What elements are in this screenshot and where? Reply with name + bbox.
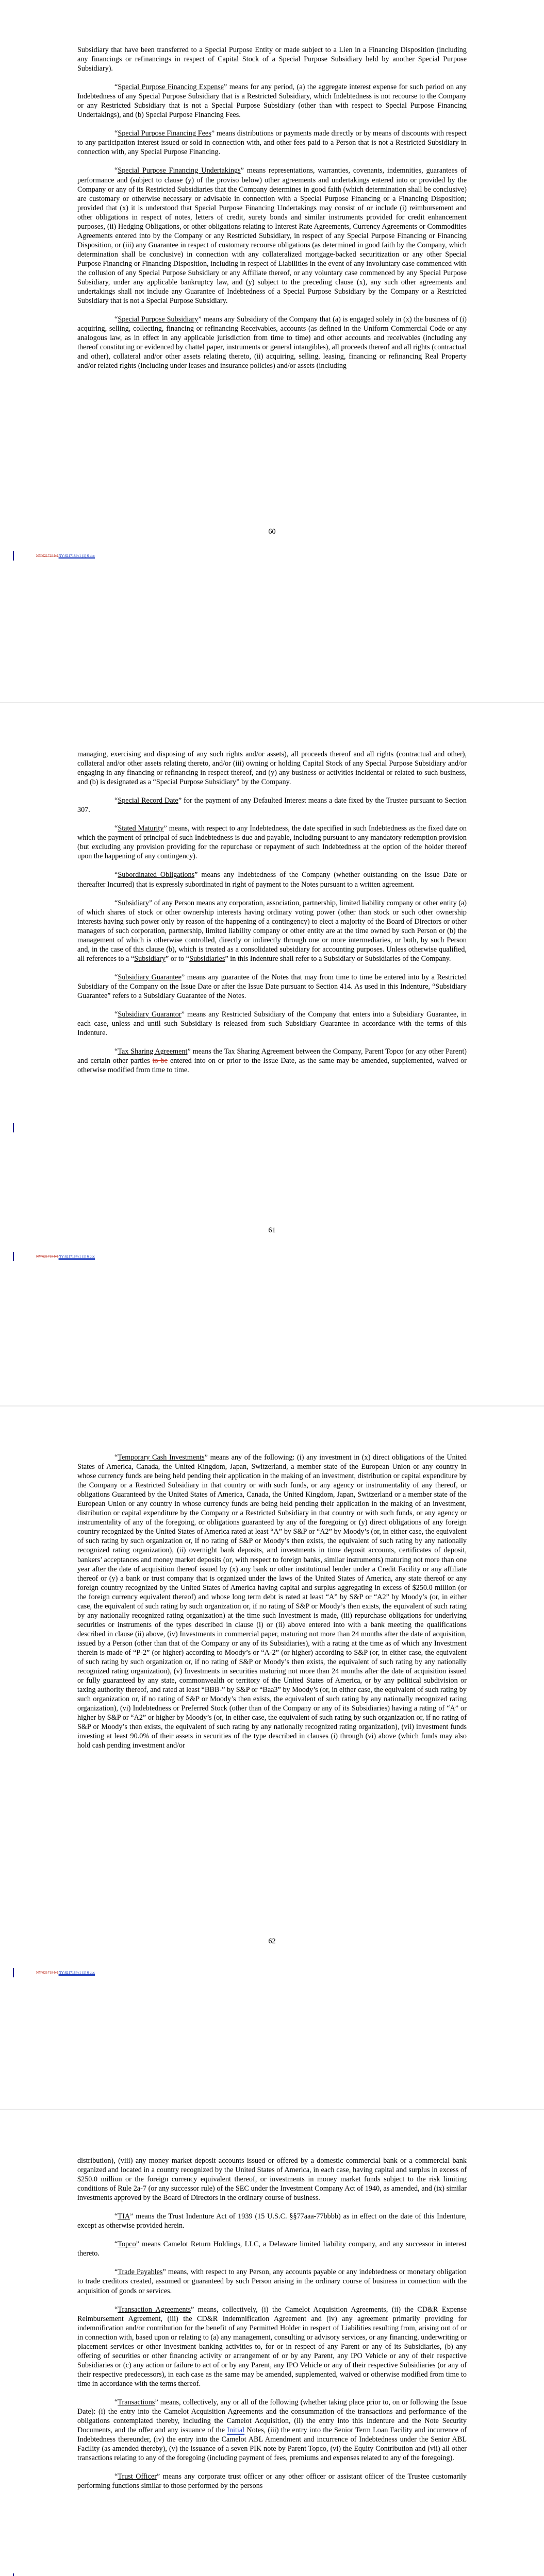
definition-paragraph: “Subsidiary” of any Person means any corporation, association, partnership, limited liability company or other entity (a) of which shares of stock or other ownership interests having ordinary voting power (other than stock or such other ownership interests having such power only by reason of the happening of a contingency) to elect a majority of the Board of Directors or other managers of such corporation, partnership, limited liability company or other entity are at the time owned by such Person or (b) the management of which is otherwise controlled, directly or indirectly through one or more intermediaries, or both, by such Person and, in the case of this clause (b), which is treated as a consolidated subsidiary for accounting purposes. Unless otherwise qualified, all references to a “Subsidiary” or to “Subsidiaries” in this Indenture shall refer to a Subsidiary or Subsidiaries of the Company.	[77, 899, 467, 963]
paragraph	[77, 2156, 467, 2202]
definition-text: means, with respect to any Indebtedness, the date specified in such Indebtedness as the fixed date on which the payment of principal of such Indebtedness is due and payable, including pursuant to any mandatory redemption provision (but excluding any provision providing for the repurchase or repayment of such Indebtedness at the option of the holder thereof upon the happening of any contingency).	[77, 824, 467, 861]
footer-deleted-id: NY\6217184v1	[36, 554, 59, 558]
defined-term: Subsidiary Guarantee	[118, 973, 182, 981]
document-page-2	[0, 703, 544, 1405]
defined-term: Special Purpose Financing Expense	[118, 83, 224, 92]
definition-text: means, collectively, (i) the Camelot Acquisition Agreements, (ii) the CD&R Expense Reimbursement Agreement, (iii) the CD&R Indemnification Agreement and (iv) any agreement primarily providing for indemnification and/or contribution for the benefit of any Permitted Holder in respect of Liabilities resulting from, arising out of or in connection with, based upon or relating to (a) any management, consulting or advisory services, or any financing, underwriting or placement services or other investment banking activities to, for or in respect of any Parent or any of its Subsidiaries, (b) any offering of securities or other financing activity or arrangement of or by any Parent, any IPO Vehicle or any of their respective Subsidiaries or (c) any action or failure to act of or by any Parent, any IPO Vehicle or any of their respective Subsidiaries (or any of their respective predecessors), in each case as the same may be amended, supplemented, waived or otherwise modified from time to time in accordance with the terms thereof.	[77, 2305, 467, 2388]
document-page-3	[0, 1406, 544, 2109]
definition-paragraph: “Transaction Agreements” means, collectively, (i) the Camelot Acquisition Agreements, (ii) the CD&R Expense Reimbursement Agreement, (iii) the CD&R Indemnification Agreement and (iv) any agreement primarily providing for indemnification and/or contribution for the benefit of any Permitted Holder in respect of Liabilities resulting from, arising out of or in connection with, based upon or relating to (a) any management, consulting or advisory services, or any financing, underwriting or placement services or other investment banking activities to, for or in respect of any Parent or any of its Subsidiaries, (b) any offering of securities or other financing activity or arrangement of or by any Parent, any IPO Vehicle or any of their respective Subsidiaries or (c) any action or failure to act of or by any Parent, any IPO Vehicle or any of their respective Subsidiaries (or any of their respective predecessors), in each case as the same may be amended, supplemented, waived or otherwise modified from time to time in accordance with the terms thereof.	[77, 2305, 467, 2388]
inserted-text: Initial	[227, 2426, 245, 2435]
definition-text: ” or to “	[165, 954, 190, 963]
footer-inserted-id: NY\6217184v1 (1) 6 doc	[58, 1971, 95, 1975]
definition-paragraph: “Subsidiary Guarantee” means any guarantee of the Notes that may from time to time be entered into by a Restricted Subsidiary of the Company on the Issue Date or after the Issue Date pursuant to Section 414. As used in this Indenture, “Subsidiary Guarantee” refers to a Subsidiary Guarantee of the Notes.	[77, 973, 467, 1000]
defined-term: TIA	[118, 2212, 130, 2221]
defined-term: Subsidiary Guarantor	[118, 1010, 182, 1019]
definition-text: means any corporate trust officer or any other officer or assistant officer of the Trustee customarily performing functions similar to those performed by the persons	[77, 2472, 467, 2490]
document-footer	[36, 1971, 95, 1975]
definition-text: means any Subsidiary of the Company that (a) is engaged solely in (x) the business of (i) acquiring, selling, collecting, financing or refinancing Receivables, accounts (as defined in the Uniform Commercial Code or any analogous law, as in effect in any applicable jurisdiction from time to time) and other accounts and receivables (including any thereof constituting or evidenced by chattel paper, instruments or general intangibles), all proceeds thereof and all rights (contractual and other), collateral and/or other assets relating thereto, (ii) acquiring, selling, leasing, financing or refinancing Real Property and/or related rights (including under leases and insurance policies) and/or assets (including	[77, 315, 467, 370]
definition-text: means any Indebtedness of the Company (whether outstanding on the Issue Date or thereafter Incurred) that is expressly subordinated in right of payment to the Notes pursuant to a written agreement.	[77, 871, 467, 889]
defined-term: Subsidiary	[134, 954, 166, 963]
defined-term: Subsidiary	[118, 899, 150, 907]
footer-deleted-id: NY\6217184v1	[36, 1255, 59, 1259]
definition-paragraph: “Tax Sharing Agreement” means the Tax Sharing Agreement between the Company, Parent Topco (or any other Parent) and certain other parties to be entered into on or prior to the Issue Date, as the same may be amended, supplemented, waived or otherwise modified from time to time.	[77, 1047, 467, 1075]
definition-paragraph: “Topco” means Camelot Return Holdings, LLC, a Delaware limited liability company, and any successor in interest thereto.	[77, 2240, 467, 2258]
defined-term: Special Purpose Financing Undertakings	[118, 166, 241, 175]
defined-term: Trust Officer	[118, 2472, 157, 2481]
definition-text: ” in this Indenture shall refer to a Subsidiary or Subsidiaries of the Company.	[225, 954, 451, 963]
paragraph-text: managing, exercising and disposing of any such rights and/or assets), all proceeds thereof and all rights (contractual and other), collateral and/or other assets relating thereto, and/or (iii) owning or holding Capital Stock of any Special Purpose Subsidiary and/or engaging in any financing or refinancing in respect thereof, and (y) any business or activities incidental or related to such business, and (b) is designated as a “Special Purpose Subsidiary” by the Company.	[77, 750, 467, 787]
definition-paragraph: “Special Record Date” for the payment of any Defaulted Interest means a date fixed by the Trustee pursuant to Section 307.	[77, 796, 467, 815]
definition-text: Notes, (iii) the entry into the Senior Term Loan Facility and incurrence of Indebtedness thereunder, (iv) the entry into the Camelot ABL Amendment and incurrence of Indebtedness under the Senior ABL Facility (as amended thereby), (v) the issuance of a seven PIK note by Parent Topco, (vi) the Equity Contribution and (vii) all other transactions relating to any of the foregoing (including payment of fees, premiums and expenses related to any of the foregoing).	[77, 2426, 467, 2463]
footer-deleted-id: NY\6217184v1	[36, 1971, 59, 1975]
paragraph-text: Subsidiary that have been transferred to a Special Purpose Entity or made subject to a Lien in a Financing Disposition (including any financings or refinancings in respect of Capital Stock of a Special Purpose Subsidiary held by another Special Purpose Subsidiary).	[77, 46, 467, 73]
defined-term: Transaction Agreements	[118, 2305, 191, 2314]
paragraph	[77, 45, 467, 73]
change-bar	[13, 1252, 14, 1261]
page-body	[77, 45, 467, 380]
defined-term: Special Record Date	[118, 796, 178, 805]
defined-term: Tax Sharing Agreement	[118, 1047, 188, 1056]
defined-term: Topco	[118, 2240, 136, 2249]
definition-paragraph: “Special Purpose Financing Expense” means for any period, (a) the aggregate interest expense for such period on any Indebtedness of any Special Purpose Subsidiary that is a Restricted Subsidiary, which Indebtedness is not recourse to the Company or any Restricted Subsidiary that is not a Special Purpose Subsidiary (other than with respect to Special Purpose Financing Undertakings), and (b) Special Purpose Financing Fees.	[77, 83, 467, 120]
definition-paragraph: “Trust Officer” means any corporate trust officer or any other officer or assistant officer of the Trustee customarily performing functions similar to those performed by the persons	[77, 2472, 467, 2490]
definition-paragraph: “Special Purpose Subsidiary” means any Subsidiary of the Company that (a) is engaged solely in (x) the business of (i) acquiring, selling, collecting, financing or refinancing Receivables, accounts (as defined in the Uniform Commercial Code or any analogous law, as in effect in any applicable jurisdiction from time to time) and other accounts and receivables (including any thereof constituting or evidenced by chattel paper, instruments or general intangibles), all proceeds thereof and all rights (contractual and other), collateral and/or other assets relating thereto, (ii) acquiring, selling, leasing, financing or refinancing Real Property and/or related rights (including under leases and insurance policies) and/or assets (including	[77, 315, 467, 370]
defined-term: Special Purpose Financing Fees	[118, 129, 211, 138]
definition-paragraph: “Temporary Cash Investments” means any of the following: (i) any investment in (x) direct obligations of the United States of America, Canada, the United Kingdom, Japan, Switzerland, a member state of the European Union or any country in whose currency funds are being held pending their application in the making of an investment, distribution or capital expenditure by the Company or a Restricted Subsidiary in that country or with such funds, or any agency or instrumentality of any thereof, or obligations Guaranteed by the United States of America, Canada, the United Kingdom, Japan, Switzerland or a member state of the European Union or any country in whose currency funds are being held pending their application in the making of an investment, distribution or capital expenditure by the Company or a Restricted Subsidiary in that country or with such funds, or any agency or instrumentality of any of the foregoing, or obligations guaranteed by any of the foregoing or (y) direct obligations of any foreign country recognized by the United States of America rated at least “A” by S&P or “A2” by Moody’s (or, in either case, the equivalent of such rating by such organization or, if no rating of S&P or Moody’s then exists, the equivalent of such rating by any nationally recognized rating organization), (ii) overnight bank deposits, and investments in time deposit accounts, certificates of deposit, bankers’ acceptances and money market deposits (or, with respect to foreign banks, similar instruments) maturing not more than one year after the date of acquisition thereof issued by (x) any bank or other institutional lender under a Credit Facility or any affiliate thereof or (y) a bank or trust company that is organized under the laws of the United States of America, any state thereof or any foreign country recognized by the United States of America having capital and surplus aggregating in excess of $250.0 million (or the foreign currency equivalent thereof) and whose long term debt is rated at least “A” by S&P or “A2” by Moody’s (or, in either case, the equivalent of such rating by such organization or, if no rating of S&P or Moody’s then exists, the equivalent of such rating by any nationally recognized rating organization) at the time such Investment is made, (iii) repurchase obligations for underlying securities or instruments of the types described in clause (i) or (ii) above entered into with a bank meeting the qualifications described in clause (ii) above, (iv) Investments in commercial paper, maturing not more than 24 months after the date of acquisition, issued by a Person (other than that of the Company or any of its Subsidiaries), with a rating at the time as of which any Investment therein is made of “P-2” (or higher) according to Moody’s or “A-2” (or higher) according to S&P (or, in either case, the equivalent of such rating by such organization or, if no rating of S&P or Moody’s then exists, the equivalent of such rating by any nationally recognized rating organization), (v) Investments in securities maturing not more than 24 months after the date of acquisition issued or fully guaranteed by any state, commonwealth or territory of the United States of America, or by any political subdivision or taxing authority thereof, and rated at least “BBB-” by S&P or “Baa3” by Moody’s (or, in either case, the equivalent of such rating by such organization or, if no rating of S&P or Moody’s then exists, the equivalent of such rating by any nationally recognized rating organization), (vi) Indebtedness or Preferred Stock (other than of the Company or any of its Subsidiaries) having a rating of “A” or higher by S&P or “A2” or higher by Moody’s (or, in either case, the equivalent of such rating by such organization or, if no rating of S&P or Moody’s then exists, the equivalent of such rating by any nationally recognized rating organization), (vii) investment funds investing at least 90.0% of their assets in securities of the type described in clauses (i) through (vi) above (which funds may also hold cash pending investment and/or	[77, 1453, 467, 1750]
definition-paragraph: “Subsidiary Guarantor” means any Restricted Subsidiary of the Company that enters into a Subsidiary Guarantee, in each case, unless and until such Subsidiary is released from such Subsidiary Guarantee in accordance with the terms of this Indenture.	[77, 1010, 467, 1038]
definition-text: means the Tax Sharing Agreement between the Company, Parent Topco (or any other Parent) and certain other parties	[77, 1047, 467, 1065]
defined-term: Subsidiaries	[189, 954, 225, 963]
definition-text: means any of the following: (i) any investment in (x) direct obligations of the United States of America, Canada, the United Kingdom, Japan, Switzerland, a member state of the European Union or any country in whose currency funds are being held pending their application in the making of an investment, distribution or capital expenditure by the Company or a Restricted Subsidiary in that country or with such funds, or any agency or instrumentality of any thereof, or obligations Guaranteed by the United States of America, Canada, the United Kingdom, Japan, Switzerland or a member state of the European Union or any country in whose currency funds are being held pending their application in the making of an investment, distribution or capital expenditure by the Company or a Restricted Subsidiary in that country or with such funds, or any agency or instrumentality of any of the foregoing, or obligations guaranteed by any of the foregoing or (y) direct obligations of any foreign country recognized by the United States of America rated at least “A” by S&P or “A2” by Moody’s (or, in either case, the equivalent of such rating by such organization or, if no rating of S&P or Moody’s then exists, the equivalent of such rating by any nationally recognized rating organization), (ii) overnight bank deposits, and investments in time deposit accounts, certificates of deposit, bankers’ acceptances and money market deposits (or, with respect to foreign banks, similar instruments) maturing not more than one year after the date of acquisition thereof issued by (x) any bank or other institutional lender under a Credit Facility or any affiliate thereof or (y) a bank or trust company that is organized under the laws of the United States of America, any state thereof or any foreign country recognized by the United States of America having capital and surplus aggregating in excess of $250.0 million (or the foreign currency equivalent thereof) and whose long term debt is rated at least “A” by S&P or “A2” by Moody’s (or, in either case, the equivalent of such rating by such organization or, if no rating of S&P or Moody’s then exists, the equivalent of such rating by any nationally recognized rating organization) at the time such Investment is made, (iii) repurchase obligations for underlying securities or instruments of the types described in clause (i) or (ii) above entered into with a bank meeting the qualifications described in clause (ii) above, (iv) Investments in commercial paper, maturing not more than 24 months after the date of acquisition, issued by a Person (other than that of the Company or any of its Subsidiaries), with a rating at the time as of which any Investment therein is made of “P-2” (or higher) according to Moody’s or “A-2” (or higher) according to S&P (or, in either case, the equivalent of such rating by such organization or, if no rating of S&P or Moody’s then exists, the equivalent of such rating by any nationally recognized rating organization), (v) Investments in securities maturing not more than 24 months after the date of acquisition issued or fully guaranteed by any state, commonwealth or territory of the United States of America, or by any political subdivision or taxing authority thereof, and rated at least “BBB-” by S&P or “Baa3” by Moody’s (or, in either case, the equivalent of such rating by such organization or, if no rating of S&P or Moody’s then exists, the equivalent of such rating by any nationally recognized rating organization), (vi) Indebtedness or Preferred Stock (other than of the Company or any of its Subsidiaries) having a rating of “A” or higher by S&P or “A2” or higher by Moody’s (or, in either case, the equivalent of such rating by such organization or, if no rating of S&P or Moody’s then exists, the equivalent of such rating by any nationally recognized rating organization), (vii) investment funds investing at least 90.0% of their assets in securities of the type described in clauses (i) through (vi) above (which funds may also hold cash pending investment and/or	[77, 1453, 467, 1750]
document-page-1	[0, 0, 544, 702]
definition-text: means representations, warranties, covenants, indemnities, guarantees of performance and (subject to clause (y) of the proviso below) other agreements and undertakings entered into or provided by the Company or any of its Restricted Subsidiaries that the Company determines in good faith (which determination shall be conclusive) are customary or otherwise necessary or advisable in connection with a Special Purpose Financing or a Financing Disposition; provided that (x) it is understood that Special Purpose Financing Undertakings may consist of or include (i) reimbursement and other obligations in respect of notes, letters of credit, surety bonds and similar instruments provided for credit enhancement purposes, (ii) Hedging Obligations, or other obligations relating to Interest Rate Agreements, Currency Agreements or Commodities Agreements entered into by the Company or any Restricted Subsidiary, in respect of any Special Purpose Financing or Financing Disposition, or (iii) any Guarantee in respect of customary recourse obligations (as determined in good faith by the Company, which determination shall be conclusive) in connection with any collateralized mortgage-backed securitization or any other Special Purpose Financing or Financing Disposition, including in respect of Liabilities in the event of any involuntary case commenced with the collusion of any Special Purpose Subsidiary or any Affiliate thereof, or any voluntary case commenced by any Special Purpose Subsidiary, under any applicable bankruptcy law, and (y) subject to the preceding clause (x), any such other agreements and undertakings shall not include any Guarantee of Indebtedness of a Special Purpose Subsidiary by the Company or a Restricted Subsidiary that is not a Special Purpose Subsidiary.	[77, 166, 467, 306]
document-page-4	[0, 2110, 544, 2576]
definition-text: means for any period, (a) the aggregate interest expense for such period on any Indebtedness of any Special Purpose Subsidiary that is a Restricted Subsidiary, which Indebtedness is not recourse to the Company or any Restricted Subsidiary that is not a Special Purpose Subsidiary (other than with respect to Special Purpose Financing Undertakings), and (b) Special Purpose Financing Fees.	[77, 83, 467, 120]
change-bar	[13, 1123, 14, 1132]
paragraph-text: distribution), (viii) any money market deposit accounts issued or offered by a domestic commercial bank or a commercial bank organized and located in a country recognized by the United States of America, in each case, having capital and surplus in excess of $250.0 million or the foreign currency equivalent thereof, or investments in money market funds subject to the risk limiting conditions of Rule 2a-7 (or any successor rule) of the SEC under the Investment Company Act of 1940, as amended, and (ix) similar investments approved by the Board of Directors in the ordinary course of business.	[77, 2157, 467, 2202]
definition-text: for the payment of any Defaulted Interest means a date fixed by the Trustee pursuant to Section 307.	[77, 796, 467, 815]
definition-text: means any guarantee of the Notes that may from time to time be entered into by a Restricted Subsidiary of the Company on the Issue Date or after the Issue Date pursuant to Section 414. As used in this Indenture, “Subsidiary Guarantee” refers to a Subsidiary Guarantee of the Notes.	[77, 973, 467, 1000]
defined-term: Trade Payables	[118, 2268, 163, 2277]
change-bar	[13, 2573, 14, 2576]
definition-paragraph: “Trade Payables” means, with respect to any Person, any accounts payable or any indebtedness or monetary obligation to trade creditors created, assumed or guaranteed by such Person arising in the ordinary course of business in connection with the acquisition of goods or services.	[77, 2268, 467, 2295]
defined-term: Transactions	[118, 2398, 155, 2406]
paragraph	[77, 750, 467, 787]
defined-term: Special Purpose Subsidiary	[118, 315, 199, 324]
definition-paragraph: “Stated Maturity” means, with respect to any Indebtedness, the date specified in such Indebtedness as the fixed date on which the payment of principal of such Indebtedness is due and payable, including pursuant to any mandatory redemption provision (but excluding any provision providing for the repurchase or repayment of such Indebtedness at the option of the holder thereof upon the happening of any contingency).	[77, 824, 467, 861]
page-body	[77, 1453, 467, 1760]
footer-inserted-id: NY\6217184v1 (1) 6 doc	[58, 554, 95, 558]
page-number: 62	[268, 1937, 276, 1945]
page-number: 60	[268, 528, 276, 536]
definition-text: means the Trust Indenture Act of 1939 (15 U.S.C. §§77aaa-77bbbb) as in effect on the date of this Indenture, except as otherwise provided herein.	[77, 2212, 467, 2230]
change-bar	[13, 551, 14, 561]
page-body	[77, 2156, 467, 2500]
definition-text: of any Person means any corporation, association, partnership, limited liability company or other entity (a) of which shares of stock or other ownership interests having ordinary voting power (other than stock or such other ownership interests having such power only by reason of the happening of a contingency) to elect a majority of the Board of Directors or other managers of such corporation, partnership, limited liability company or other entity are at the time owned by such Person or (b) the management of which is otherwise controlled, directly or indirectly through one or more intermediaries, or both, by such Person and, in the case of this clause (b), which is treated as a consolidated subsidiary for accounting purposes. Unless otherwise qualified, all references to a “	[77, 899, 467, 963]
defined-term: Stated Maturity	[118, 824, 164, 833]
definition-text: means Camelot Return Holdings, LLC, a Delaware limited liability company, and any successor in interest thereto.	[77, 2240, 467, 2258]
definition-paragraph: “Transactions” means, collectively, any or all of the following (whether taking place prior to, on or following the Issue Date): (i) the entry into the Camelot Acquisition Agreements and the consummation of the transactions and performance of the obligations contemplated thereby, including the Camelot Acquisition, (ii) the entry into this Indenture and the Note Security Documents, and the offer and any issuance of the Initial Notes, (iii) the entry into the Senior Term Loan Facility and incurrence of Indebtedness thereunder, (iv) the entry into the Camelot ABL Amendment and incurrence of Indebtedness under the Senior ABL Facility (as amended thereby), (v) the issuance of a seven PIK note by Parent Topco, (vi) the Equity Contribution and (vii) all other transactions relating to any of the foregoing (including payment of fees, premiums and expenses related to any of the foregoing).	[77, 2398, 467, 2463]
definition-paragraph: “Subordinated Obligations” means any Indebtedness of the Company (whether outstanding on the Issue Date or thereafter Incurred) that is expressly subordinated in right of payment to the Notes pursuant to a written agreement.	[77, 871, 467, 889]
change-bar	[13, 1968, 14, 1977]
defined-term: Subordinated Obligations	[118, 871, 195, 879]
definition-text: means any Restricted Subsidiary of the Company that enters into a Subsidiary Guarantee, in each case, unless and until such Subsidiary is released from such Subsidiary Guarantee in accordance with the terms of this Indenture.	[77, 1010, 467, 1038]
definition-text: means, collectively, any or all of the following (whether taking place prior to, on or following the Issue Date): (i) the entry into the Camelot Acquisition Agreements and the consummation of the transactions and performance of the obligations contemplated thereby, including the Camelot Acquisition, (ii) the entry into this Indenture and the Note Security Documents, and the offer and any issuance of the	[77, 2398, 467, 2435]
definition-paragraph: “Special Purpose Financing Fees” means distributions or payments made directly or by means of discounts with respect to any participation interest issued or sold in connection with, and other fees paid to a Person that is not a Restricted Subsidiary in connection with, any Special Purpose Financing.	[77, 129, 467, 157]
definition-text: means, with respect to any Person, any accounts payable or any indebtedness or monetary obligation to trade creditors created, assumed or guaranteed by such Person arising in the ordinary course of business in connection with the acquisition of goods or services.	[77, 2268, 467, 2295]
definition-text: means distributions or payments made directly or by means of discounts with respect to any participation interest issued or sold in connection with, and other fees paid to a Person that is not a Restricted Subsidiary in connection with, any Special Purpose Financing.	[77, 129, 467, 157]
page-body	[77, 750, 467, 1084]
footer-inserted-id: NY\6217184v1 (1) 6 doc	[58, 1255, 95, 1259]
document-footer	[36, 554, 95, 558]
page-number: 61	[268, 1226, 276, 1234]
definition-paragraph: “Special Purpose Financing Undertakings” means representations, warranties, covenants, indemnities, guarantees of performance and (subject to clause (y) of the proviso below) other agreements and undertakings entered into or provided by the Company or any of its Restricted Subsidiaries that the Company determines in good faith (which determination shall be conclusive) are customary or otherwise necessary or advisable in connection with a Special Purpose Financing or a Financing Disposition; provided that (x) it is understood that Special Purpose Financing Undertakings may consist of or include (i) reimbursement and other obligations in respect of notes, letters of credit, surety bonds and similar instruments provided for credit enhancement purposes, (ii) Hedging Obligations, or other obligations relating to Interest Rate Agreements, Currency Agreements or Commodities Agreements entered into by the Company or any Restricted Subsidiary, in respect of any Special Purpose Financing or Financing Disposition, or (iii) any Guarantee in respect of customary recourse obligations (as determined in good faith by the Company, which determination shall be conclusive) in connection with any collateralized mortgage-backed securitization or any other Special Purpose Financing or Financing Disposition, including in respect of Liabilities in the event of any involuntary case commenced with the collusion of any Special Purpose Subsidiary or any Affiliate thereof, or any voluntary case commenced by any Special Purpose Subsidiary, under any applicable bankruptcy law, and (y) subject to the preceding clause (x), any such other agreements and undertakings shall not include any Guarantee of Indebtedness of a Special Purpose Subsidiary by the Company or a Restricted Subsidiary that is not a Special Purpose Subsidiary.	[77, 166, 467, 306]
defined-term: Temporary Cash Investments	[118, 1453, 205, 1462]
document-footer	[36, 1255, 95, 1259]
deleted-text: to be	[152, 1057, 168, 1065]
definition-text: entered into on or prior to the Issue Date, as the same may be amended, supplemented, waived or otherwise modified from time to time.	[77, 1057, 467, 1075]
definition-paragraph: “TIA” means the Trust Indenture Act of 1939 (15 U.S.C. §§77aaa-77bbbb) as in effect on the date of this Indenture, except as otherwise provided herein.	[77, 2212, 467, 2230]
